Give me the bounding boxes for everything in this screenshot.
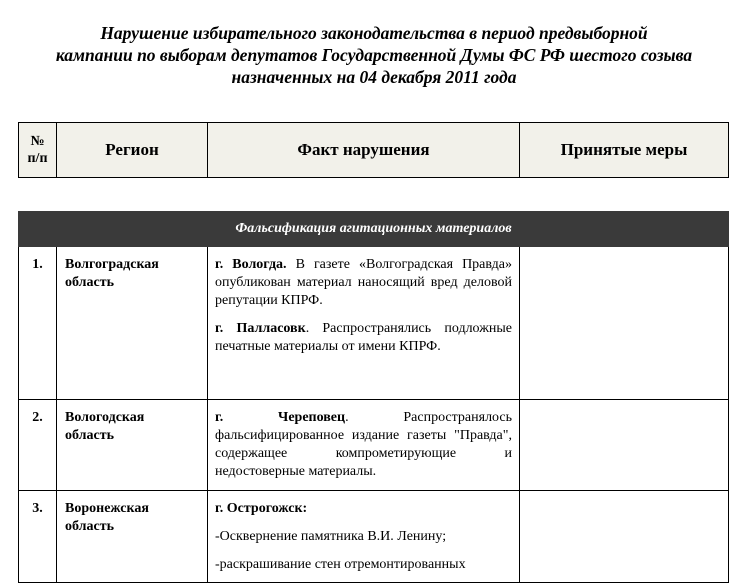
header-number-line-1: № bbox=[30, 134, 45, 149]
row-region bbox=[57, 247, 208, 400]
section-row bbox=[19, 212, 729, 247]
header-fact: Факт нарушения bbox=[208, 123, 520, 178]
table-row bbox=[19, 247, 729, 400]
row-fact bbox=[208, 400, 520, 491]
section-title: Фальсификация агитационных материалов bbox=[19, 212, 729, 247]
row-region bbox=[57, 491, 208, 583]
title-line-3: назначенных на 04 декабря 2011 года bbox=[231, 67, 517, 87]
region-line-1: Вологодская bbox=[65, 410, 145, 425]
violations-table bbox=[18, 211, 729, 583]
table-row bbox=[19, 491, 729, 583]
header-region: Регион bbox=[57, 123, 208, 178]
fact-text: . Распространялись подложные печатные материалы от имени КПРФ. bbox=[215, 321, 512, 354]
fact-paragraph: -Осквернение памятника В.И. Ленину; bbox=[215, 529, 447, 544]
header-number bbox=[19, 123, 57, 178]
title-line-2: кампании по выборам депутатов Государственной Думы ФС РФ шестого созыва bbox=[55, 45, 693, 65]
header-measures: Принятые меры bbox=[520, 123, 729, 178]
fact-paragraph bbox=[215, 320, 512, 356]
title-line-1: Нарушение избирательного законодательства в период предвыборной bbox=[100, 23, 648, 43]
fact-paragraph: -раскрашивание стен отремонтированных bbox=[215, 557, 466, 572]
fact-text: В газете «Волгоградская Правда» опубликован материал наносящий вред деловой репутации КПРФ. bbox=[215, 257, 512, 308]
row-number: 1. bbox=[19, 247, 57, 400]
fact-city: г. Череповец bbox=[215, 410, 346, 425]
row-fact bbox=[208, 247, 520, 400]
fact-city: г. Вологда. bbox=[215, 257, 287, 272]
region-line-1: Воронежская bbox=[65, 501, 149, 516]
row-region bbox=[57, 400, 208, 491]
fact-city: г. Острогожск: bbox=[215, 501, 308, 516]
row-measures bbox=[520, 247, 729, 400]
region-line-2: область bbox=[65, 519, 114, 534]
row-number: 3. bbox=[19, 491, 57, 583]
row-measures bbox=[520, 491, 729, 583]
row-fact bbox=[208, 491, 520, 583]
row-measures bbox=[520, 400, 729, 491]
fact-paragraph bbox=[215, 500, 512, 518]
header-number-line-2: п/п bbox=[27, 151, 48, 166]
region-line-2: область bbox=[65, 275, 114, 290]
fact-city: г. Палласовк bbox=[215, 321, 306, 336]
table-row bbox=[19, 400, 729, 491]
header-table bbox=[18, 122, 729, 178]
row-number: 2. bbox=[19, 400, 57, 491]
fact-text: . Распространялось фальсифицированное издание газеты "Правда", содержащее компрометирующие и недостоверные материалы. bbox=[215, 410, 512, 479]
fact-paragraph bbox=[215, 409, 512, 481]
region-line-1: Волгоградская bbox=[65, 257, 159, 272]
document-title bbox=[18, 22, 730, 88]
fact-paragraph bbox=[215, 256, 512, 310]
region-line-2: область bbox=[65, 428, 114, 443]
